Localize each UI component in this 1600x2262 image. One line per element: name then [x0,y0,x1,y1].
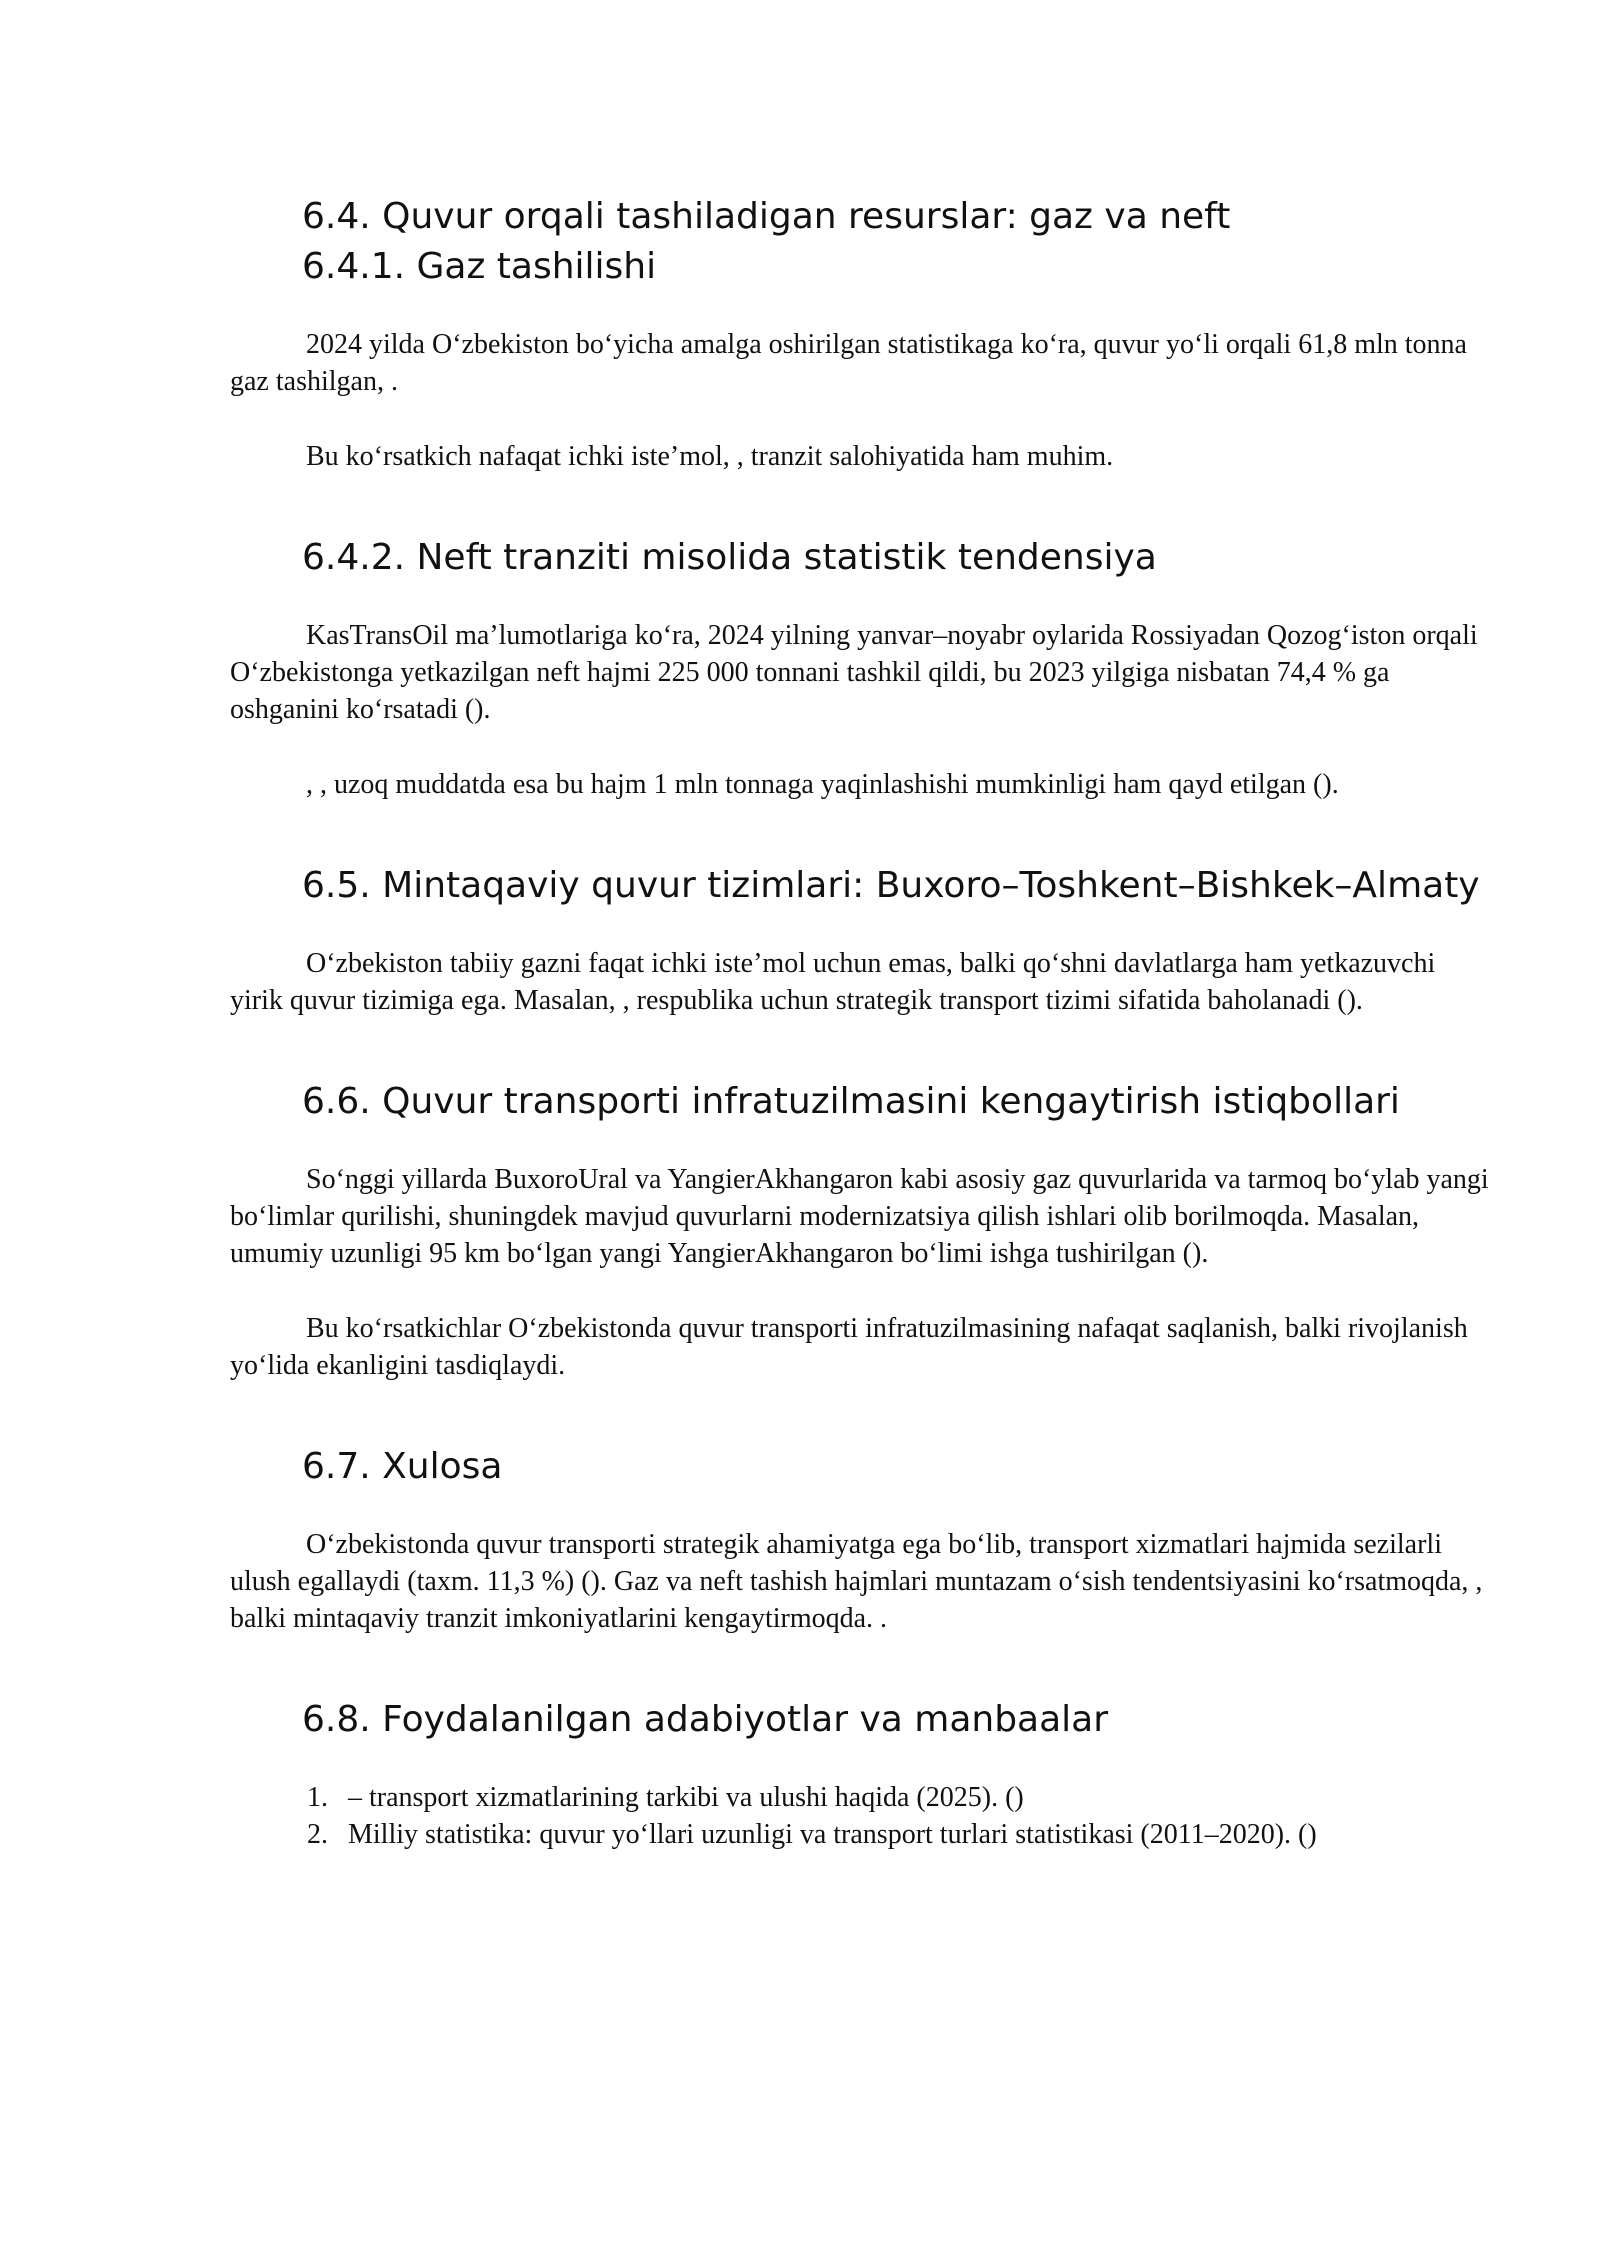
paragraph-6-6-a: So‘nggi yillarda BuxoroUral va YangierAkhangaron kabi asosiy gaz quvurlarida va tarmoq bo‘ylab yangi bo‘limlar qurilishi, shuningdek mavjud quvurlarni modernizatsiya qilish ishlari olib borilmoqda. Masalan, umumiy uzunligi 95 km bo‘lgan yangi YangierAkhangaron bo‘limi ishga tushirilgan (). [230,1164,1489,1269]
references-list [230,1779,1492,1853]
paragraph-6-4-2-a: KasTransOil ma’lumotlariga ko‘ra, 2024 yilning yanvar–noyabr oylarida Rossiyadan Qozog‘iston orqali O‘zbekistonga yetkazilgan neft hajmi 225 000 tonnani tashkil qildi, bu 2023 yilgiga nisbatan 74,4 % ga oshganini ko‘rsatadi (). [230,620,1478,725]
paragraph-6-4-1-b: Bu ko‘rsatkich nafaqat ichki iste’mol, , tranzit salohiyatida ham muhim. [306,441,1114,472]
heading-6-5: 6.5. Mintaqaviy quvur tizimlari: Buxoro–Toshkent–Bishkek–Almaty [302,865,1480,906]
reference-item [230,1816,1492,1853]
reference-number: 2. [307,1819,328,1850]
paragraph-6-4-1-a: 2024 yilda O‘zbekiston bo‘yicha amalga oshirilgan statistikaga ko‘ra, quvur yo‘li orqali 61,8 mln tonna gaz tashilgan, . [230,329,1467,397]
reference-text: – transport xizmatlarining tarkibi va ulushi haqida (2025). () [348,1782,1024,1813]
heading-6-4: 6.4. Quvur orqali tashiladigan resurslar: gaz va neft [302,196,1231,237]
document-content [230,192,1492,1853]
heading-6-8: 6.8. Foydalanilgan adabiyotlar va manbaalar [302,1699,1109,1740]
heading-6-4-2: 6.4.2. Neft tranziti misolida statistik tendensiya [302,537,1157,578]
heading-6-7: 6.7. Xulosa [302,1446,503,1487]
paragraph-6-7: O‘zbekistonda quvur transporti strategik ahamiyatga ega bo‘lib, transport xizmatlari hajmida sezilarli ulush egallaydi (taxm. 11,3 %) (). Gaz va neft tashish hajmlari muntazam o‘sish tendentsiyasini ko‘rsatmoqda, , balki mintaqaviy tranzit imkoniyatlarini kengaytirmoqda. . [230,1529,1483,1634]
reference-item [230,1779,1492,1816]
reference-number: 1. [307,1782,328,1813]
heading-6-6: 6.6. Quvur transporti infratuzilmasini kengaytirish istiqbollari [302,1081,1400,1122]
paragraph-6-4-2-b: , , uzoq muddatda esa bu hajm 1 mln tonnaga yaqinlashishi mumkinligi ham qayd etilgan (). [306,769,1339,800]
paragraph-6-5: O‘zbekiston tabiiy gazni faqat ichki iste’mol uchun emas, balki qo‘shni davlatlarga ham yetkazuvchi yirik quvur tizimiga ega. Masalan, , respublika uchun strategik transport tizimi sifatida baholanadi (). [230,948,1436,1016]
heading-6-4-1: 6.4.1. Gaz tashilishi [302,246,657,287]
reference-text: Milliy statistika: quvur yo‘llari uzunligi va transport turlari statistikasi (2011–2020). () [348,1819,1317,1850]
paragraph-6-6-b: Bu ko‘rsatkichlar O‘zbekistonda quvur transporti infratuzilmasining nafaqat saqlanish, balki rivojlanish yo‘lida ekanligini tasdiqlaydi. [230,1313,1468,1381]
